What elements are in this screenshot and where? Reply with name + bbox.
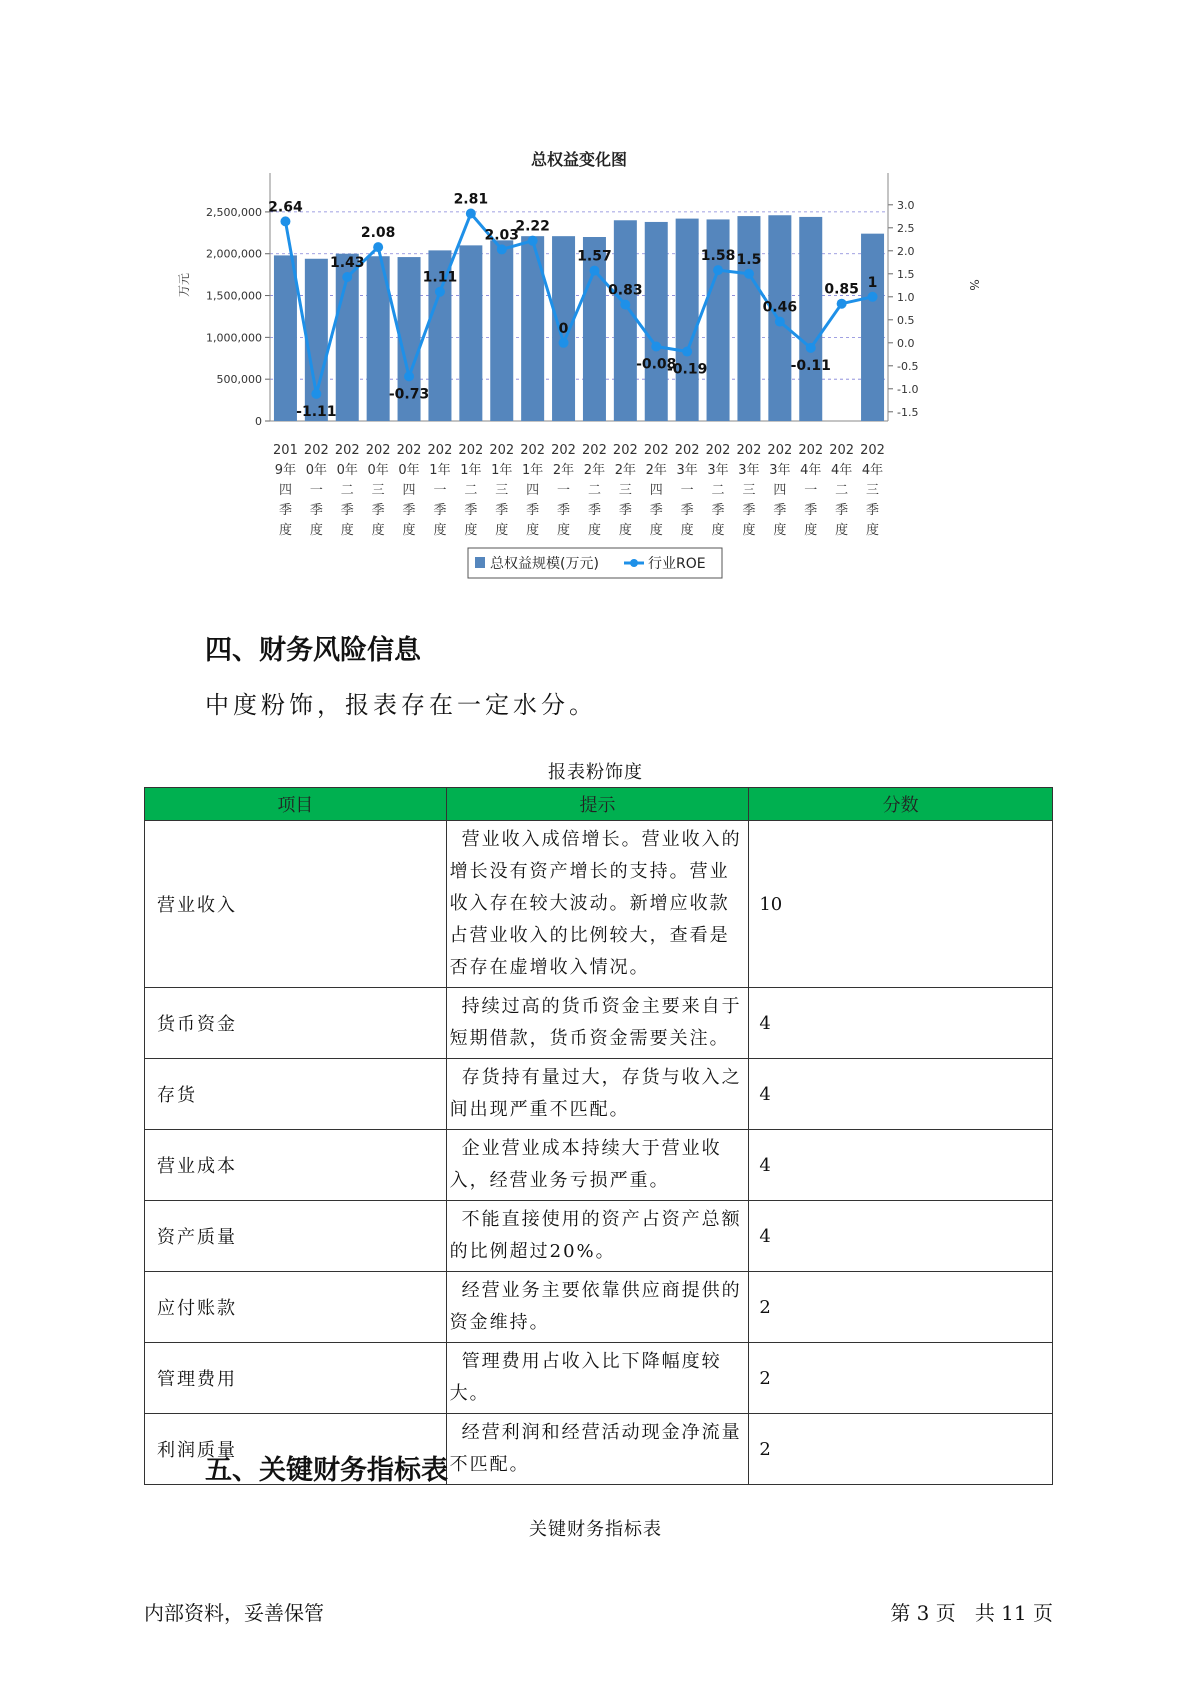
- x-tick-label: 三: [866, 483, 880, 498]
- x-tick-label: 季: [433, 503, 447, 518]
- row-item: 营业成本: [145, 1130, 447, 1201]
- x-tick-label: 四: [526, 483, 540, 498]
- section5-heading: 五、关键财务指标表: [205, 1455, 448, 1486]
- equity-chart: [170, 135, 1030, 595]
- x-tick-label: 1年: [460, 463, 482, 478]
- bar: [614, 220, 637, 421]
- roe-point: [435, 287, 445, 297]
- y2-tick-label: -0.5: [897, 359, 919, 373]
- row-score: 2: [749, 1414, 1053, 1485]
- x-tick-label: 202: [551, 443, 576, 458]
- risk-table: [144, 787, 1053, 1485]
- row-item: 资产质量: [145, 1201, 447, 1272]
- roe-data-label: 0: [558, 320, 569, 337]
- x-tick-label: 季: [340, 503, 354, 518]
- x-tick-label: 度: [835, 523, 849, 538]
- x-tick-label: 度: [402, 523, 416, 538]
- x-tick-label: 四: [649, 483, 663, 498]
- x-tick-label: 202: [458, 443, 484, 458]
- risk-table-caption: 报表粉饰度: [548, 762, 643, 783]
- roe-data-label: 0.85: [824, 281, 859, 298]
- x-tick-label: 202: [365, 443, 391, 458]
- roe-point: [806, 343, 816, 353]
- x-tick-label: 度: [680, 523, 694, 538]
- row-hint: 存货持有量过大，存货与收入之间出现严重不匹配。: [446, 1059, 749, 1130]
- y-tick-label: 2,000,000: [206, 247, 262, 261]
- legend-bar-label: 总权益规模(万元): [490, 556, 599, 572]
- bar: [737, 216, 760, 421]
- roe-data-label: 1.57: [577, 248, 612, 265]
- footer-left: 内部资料，妥善保管: [144, 1601, 324, 1625]
- x-tick-label: 202: [705, 443, 731, 458]
- x-tick-label: 度: [309, 523, 323, 538]
- x-tick-label: 2年: [645, 463, 667, 478]
- roe-data-label: 2.22: [515, 218, 550, 235]
- x-tick-label: 季: [711, 503, 725, 518]
- table-row: [145, 1343, 1053, 1414]
- roe-data-label: 2.08: [360, 225, 396, 242]
- roe-point: [466, 209, 476, 219]
- bar: [676, 219, 699, 421]
- row-hint: 管理费用占收入比下降幅度较大。: [446, 1343, 749, 1414]
- roe-point: [713, 265, 723, 275]
- header-item: 项目: [145, 788, 447, 821]
- x-tick-label: 4年: [861, 463, 884, 478]
- risk-table-header: [145, 788, 1053, 821]
- roe-data-label: 0.46: [762, 299, 798, 316]
- roe-point: [682, 347, 692, 357]
- x-tick-label: 季: [495, 503, 509, 518]
- x-tick-label: 度: [371, 523, 385, 538]
- x-tick-label: 四: [773, 483, 787, 498]
- x-tick-label: 一: [433, 483, 447, 498]
- x-tick-label: 季: [371, 503, 385, 518]
- roe-point: [620, 300, 630, 310]
- header-score: 分数: [749, 788, 1053, 821]
- x-tick-label: 202: [798, 443, 824, 458]
- x-tick-label: 0年: [398, 463, 420, 478]
- roe-point: [342, 272, 352, 282]
- x-tick-label: 度: [433, 523, 447, 538]
- roe-data-label: 2.81: [453, 191, 489, 208]
- roe-point: [775, 317, 785, 327]
- y2-tick-label: 2.5: [897, 221, 915, 235]
- x-tick-label: 季: [464, 503, 478, 518]
- x-tick-label: 4年: [800, 463, 822, 478]
- x-tick-label: 202: [396, 443, 422, 458]
- x-tick-label: 202: [520, 443, 546, 458]
- y-axis-label: 万元: [177, 272, 191, 298]
- x-tick-label: 四: [278, 483, 292, 498]
- y2-tick-label: 1.5: [897, 267, 915, 281]
- x-tick-label: 度: [587, 523, 601, 538]
- y-tick-label: 1,500,000: [206, 289, 262, 303]
- roe-point: [311, 389, 321, 399]
- x-tick-label: 度: [526, 523, 540, 538]
- x-tick-label: 季: [402, 503, 416, 518]
- x-tick-label: 2年: [552, 463, 575, 478]
- roe-point: [868, 292, 878, 302]
- y-tick-label: 2,500,000: [206, 205, 262, 219]
- x-tick-label: 季: [587, 503, 601, 518]
- x-tick-label: 季: [866, 503, 880, 518]
- x-tick-label: 度: [340, 523, 354, 538]
- x-tick-label: 度: [557, 523, 571, 538]
- x-tick-label: 202: [736, 443, 762, 458]
- table-row: [145, 1059, 1053, 1130]
- x-tick-label: 2年: [614, 463, 636, 478]
- roe-point: [373, 242, 383, 252]
- x-tick-label: 三: [495, 483, 509, 498]
- row-hint: 经营利润和经营活动现金净流量不匹配。: [446, 1414, 749, 1485]
- x-tick-label: 二: [340, 483, 354, 498]
- roe-data-label: -0.08: [636, 356, 677, 373]
- x-tick-label: 202: [582, 443, 607, 458]
- x-tick-label: 一: [680, 483, 694, 498]
- x-tick-label: 202: [612, 443, 638, 458]
- x-tick-label: 二: [587, 483, 601, 498]
- roe-point: [528, 236, 538, 246]
- row-item: 存货: [145, 1059, 447, 1130]
- x-tick-label: 度: [711, 523, 725, 538]
- roe-point: [280, 216, 290, 226]
- x-tick-label: 二: [835, 483, 849, 498]
- x-tick-label: 202: [427, 443, 453, 458]
- x-tick-label: 季: [680, 503, 694, 518]
- x-tick-label: 三: [618, 483, 632, 498]
- row-score: 2: [749, 1343, 1053, 1414]
- y-tick-label: 500,000: [216, 373, 262, 387]
- roe-data-label: -0.11: [790, 357, 831, 374]
- x-tick-label: 度: [649, 523, 663, 538]
- x-tick-label: 季: [309, 503, 323, 518]
- y2-tick-label: -1.0: [897, 382, 919, 396]
- row-hint: 企业营业成本持续大于营业收入，经营业务亏损严重。: [446, 1130, 749, 1201]
- y2-tick-label: 1.0: [897, 290, 915, 304]
- roe-data-label: 1.11: [422, 269, 458, 286]
- x-tick-label: 四: [402, 483, 416, 498]
- y2-tick-label: 2.0: [897, 244, 915, 258]
- roe-point: [744, 269, 754, 279]
- x-tick-label: 度: [804, 523, 818, 538]
- x-tick-label: 202: [489, 443, 515, 458]
- x-tick-label: 202: [829, 443, 855, 458]
- roe-data-label: 1: [867, 274, 878, 291]
- bar: [861, 234, 884, 421]
- x-tick-label: 一: [557, 483, 571, 498]
- x-tick-label: 季: [804, 503, 818, 518]
- x-tick-label: 季: [278, 503, 292, 518]
- roe-data-label: 2.64: [268, 199, 303, 216]
- x-tick-label: 4年: [831, 463, 853, 478]
- row-score: 4: [749, 1059, 1053, 1130]
- footer-page-number: 第 3 页 共 11 页: [890, 1601, 1053, 1625]
- row-item: 利润质量: [145, 1414, 447, 1485]
- row-item: 应付账款: [145, 1272, 447, 1343]
- y-tick-label: 1,000,000: [206, 331, 262, 345]
- x-tick-label: 一: [804, 483, 818, 498]
- risk-summary: 中度粉饰，报表存在一定水分。: [205, 691, 597, 719]
- y2-tick-label: 0.5: [897, 313, 915, 327]
- x-tick-label: 202: [767, 443, 793, 458]
- legend-bar-swatch: [475, 557, 485, 568]
- x-tick-label: 3年: [707, 463, 729, 478]
- bar: [274, 255, 297, 421]
- row-item: 管理费用: [145, 1343, 447, 1414]
- table-row: [145, 1272, 1053, 1343]
- x-tick-label: 202: [860, 443, 885, 458]
- x-tick-label: 度: [866, 523, 880, 538]
- y2-tick-label: 3.0: [897, 198, 915, 212]
- x-tick-label: 202: [674, 443, 700, 458]
- x-tick-label: 1年: [522, 463, 544, 478]
- x-tick-label: 季: [742, 503, 756, 518]
- roe-data-label: -0.73: [388, 386, 430, 403]
- key-metrics-caption: 关键财务指标表: [529, 1519, 662, 1540]
- roe-point: [837, 299, 847, 309]
- x-tick-label: 季: [835, 503, 849, 518]
- x-tick-label: 三: [742, 483, 756, 498]
- x-tick-label: 201: [273, 443, 298, 458]
- x-tick-label: 2年: [583, 463, 606, 478]
- x-tick-label: 二: [464, 483, 478, 498]
- bar: [645, 222, 668, 421]
- bar: [799, 217, 822, 421]
- x-tick-label: 9年: [274, 463, 297, 478]
- x-tick-label: 1年: [491, 463, 513, 478]
- bar: [459, 245, 482, 421]
- x-tick-label: 季: [773, 503, 787, 518]
- x-tick-label: 202: [334, 443, 360, 458]
- y2-axis-label: %: [967, 279, 981, 291]
- roe-data-label: 2.03: [484, 227, 520, 244]
- x-tick-label: 度: [618, 523, 632, 538]
- roe-point: [404, 371, 414, 381]
- y2-tick-label: -1.5: [897, 405, 919, 419]
- row-score: 10: [749, 821, 1053, 988]
- header-hint: 提示: [446, 788, 749, 821]
- row-score: 2: [749, 1272, 1053, 1343]
- table-row: [145, 1130, 1053, 1201]
- row-score: 4: [749, 988, 1053, 1059]
- row-score: 4: [749, 1201, 1053, 1272]
- table-row: [145, 988, 1053, 1059]
- legend-line-marker: [630, 559, 638, 567]
- x-tick-label: 0年: [305, 463, 327, 478]
- roe-data-label: -0.19: [666, 361, 708, 378]
- x-tick-label: 度: [773, 523, 787, 538]
- bar: [490, 240, 513, 421]
- y2-tick-label: 0.0: [897, 336, 915, 350]
- roe-point: [651, 341, 661, 351]
- x-tick-label: 度: [464, 523, 478, 538]
- roe-data-label: -1.11: [296, 403, 337, 420]
- bar: [583, 237, 606, 421]
- row-score: 4: [749, 1130, 1053, 1201]
- roe-point: [559, 338, 569, 348]
- row-hint: 持续过高的货币资金主要来自于短期借款，货币资金需要关注。: [446, 988, 749, 1059]
- roe-point: [589, 266, 599, 276]
- x-tick-label: 3年: [676, 463, 698, 478]
- chart-title: 总权益变化图: [530, 150, 628, 169]
- x-tick-label: 3年: [738, 463, 760, 478]
- x-tick-label: 一: [309, 483, 323, 498]
- x-tick-label: 0年: [367, 463, 389, 478]
- table-row: [145, 821, 1053, 988]
- section4-heading: 四、财务风险信息: [205, 635, 421, 666]
- row-hint: 不能直接使用的资产占资产总额的比例超过20%。: [446, 1201, 749, 1272]
- x-tick-label: 季: [649, 503, 663, 518]
- x-tick-label: 度: [278, 523, 292, 538]
- x-tick-label: 季: [618, 503, 632, 518]
- roe-data-label: 1.43: [329, 255, 365, 272]
- row-hint: 经营业务主要依靠供应商提供的资金维持。: [446, 1272, 749, 1343]
- x-tick-label: 1年: [429, 463, 451, 478]
- legend-line-label: 行业ROE: [648, 556, 706, 572]
- x-tick-label: 度: [742, 523, 756, 538]
- row-item: 营业收入: [145, 821, 447, 988]
- x-tick-label: 0年: [336, 463, 358, 478]
- row-hint: 营业收入成倍增长。营业收入的增长没有资产增长的支持。营业收入存在较大波动。新增应收款占营业收入的比例较大，查看是否存在虚增收入情况。: [446, 821, 749, 988]
- x-tick-label: 度: [495, 523, 509, 538]
- equity-chart-svg: [170, 135, 1030, 595]
- x-tick-label: 二: [711, 483, 725, 498]
- row-item: 货币资金: [145, 988, 447, 1059]
- x-tick-label: 202: [303, 443, 329, 458]
- y-tick-label: 0: [255, 415, 262, 428]
- roe-data-label: 1.58: [700, 248, 736, 265]
- roe-data-label: 1.5: [736, 251, 762, 268]
- x-tick-label: 三: [371, 483, 385, 498]
- table-row: [145, 1201, 1053, 1272]
- x-tick-label: 季: [526, 503, 540, 518]
- roe-data-label: 0.83: [608, 282, 643, 299]
- x-tick-label: 季: [557, 503, 571, 518]
- x-tick-label: 202: [643, 443, 669, 458]
- roe-point: [497, 244, 507, 254]
- x-tick-label: 3年: [769, 463, 791, 478]
